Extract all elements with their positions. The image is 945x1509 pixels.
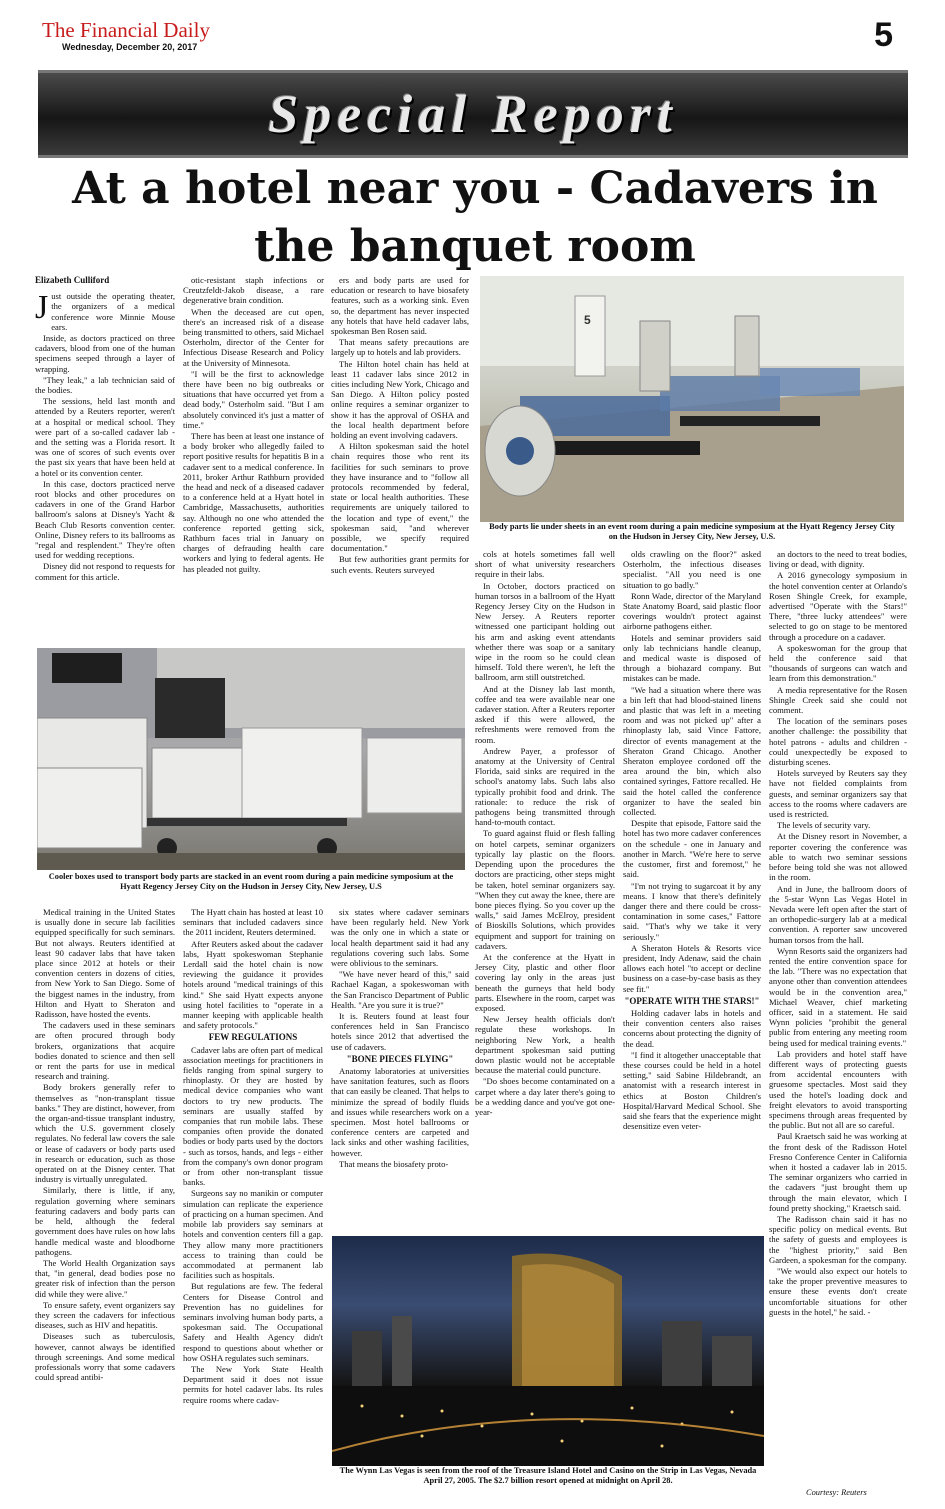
paragraph: The levels of security vary. <box>777 820 871 831</box>
photo-cooler-boxes <box>37 648 465 870</box>
paragraph: The New York State Health Department said it does not issue permits for hotel cadaver labs. Its rules require rooms where cadav- <box>183 1363 323 1405</box>
paragraph: Hotels surveyed by Reuters say they have not fielded complaints from guests, and seminar organizers say that access to the rooms where cadavers are used is restricted. <box>769 768 907 820</box>
paragraph: To guard against fluid or flesh falling on hotel carpets, seminar organizers typically lay plastic on the floors. Depending upon the procedures the doctors are practicing, other steps might be taken, hotel seminar organizers say. "When they cut away the knee, there are bone pieces flying. So you cover up the walls," said James McElroy, president of Bioskills Solutions, which provides equipment and support for training on cadavers. <box>475 828 615 951</box>
paragraph: "I find it altogether unacceptable that these courses could be held in a hotel setting," said Sabine Hildebrandt, an anatomist with a research interest in ethics at Boston Children's Hospital/Harvard Medical School. She said she fears that the experience might desensitize even veter- <box>623 1049 761 1132</box>
masthead: The Financial Daily <box>42 18 210 42</box>
paragraph: "They leak," a lab technician said of the bodies. <box>35 374 175 396</box>
photo-caption-2: Cooler boxes used to transport body parts are stacked in an event room during a pain medicine symposium at the Hyatt Regency Jersey City on the Hudson in Jersey City, New Jersey, U.S <box>40 872 462 892</box>
paragraph: A Sheraton Hotels & Resorts vice president, Indy Adenaw, said the chain allows each hotel "to accept or decline business on a case-by-case basis as they see fit." <box>623 942 761 994</box>
paragraph: Anatomy laboratories at universities have sanitation features, such as floors that can easily be cleaned. That helps to minimize the spread of bodily fluids and issues while researchers work on a specimen. Most hotel ballrooms or conference centers are carpeted and lack sinks and other washing facilities, however. <box>331 1066 469 1158</box>
photo-illustration <box>37 648 465 870</box>
paragraph: "I will be the first to acknowledge there have been no big outbreaks or situations that have occurred yet from a dead body," Osterholm said. "But I am absolutely convinced it's just a matter of time." <box>183 368 324 430</box>
paragraph: six states where cadaver seminars have been regularly held. New York was the only one in which a state or local health department said it had any regulations covering such labs. Some were oblivious to the seminars. <box>331 907 469 969</box>
paragraph: Disney did not respond to requests for comment for this article. <box>35 561 175 582</box>
article-column-1 <box>35 275 175 647</box>
svg-text:5: 5 <box>584 313 591 327</box>
column-text <box>623 549 761 994</box>
paragraph: The World Health Organization says that, "in general, dead bodies pose no greater risk of infection than the person did while they were alive." <box>35 1257 175 1299</box>
column-text <box>35 291 175 582</box>
paragraph: an doctors to the need to treat bodies, living or dead, with dignity. <box>769 549 907 570</box>
column-text <box>183 1045 323 1405</box>
paragraph: New Jersey health officials don't regulate these workshops. In neighboring New York, a health department spokesman said putting down plastic would not be acceptable because the material could puncture. <box>475 1014 615 1076</box>
drop-cap: J <box>35 289 49 327</box>
article-column-8 <box>183 907 323 1497</box>
paragraph: And at the Disney lab last month, coffee and tea were available near one cadaver station. After a Reuters reporter asked if this were allowed, the refreshments were removed from the room. <box>475 683 615 745</box>
paragraph: When the deceased are cut open, there's an increased risk of a disease being transmitted to others, said Michael Osterholm, director of the Center for Infectious Disease Research and Policy at the University of Minnesota. <box>183 306 324 368</box>
paragraph: Cadaver labs are often part of medical association meetings for practitioners in fields ranging from spinal surgery to rhinoplasty. Or they are hosted by medical device companies who want doctors to try new products. The seminars are usually staffed by companies that run mobile labs. These companies often provide the donated bodies or body parts used by the doctors - such as torsos, hands, and legs - either from the company's own donor program or from other non-transplant tissue banks. <box>183 1044 323 1188</box>
column-text <box>331 1066 469 1169</box>
article-column-4 <box>475 549 615 1149</box>
paragraph: The Radisson chain said it has no specific policy on medical events. But the safety of guests and employees is the "highest priority," said Ben Gardeen, a spokesman for the company. <box>769 1214 907 1265</box>
headline: At a hotel near you - Cadavers in the banquet room <box>72 163 878 272</box>
paragraph: "We had a situation where there was a bin left that had blood-stained linens and plastic that was left in a meeting room and was not picked up" after a rhinoplasty lab, said Vince Fattore, director of events management at the Sheraton Grand Chicago. Another Sheraton employee cordoned off the area around the bin, which also contained syringes, Fattore recalled. He said the hotel called the conference organizer to have the sealed bin collected. <box>623 684 761 818</box>
paragraph: Wynn Resorts said the organizers had rented the entire convention space for the lab. "There was no expectation that anyone other than convention attendees would be in the convention area," Michael Weaver, chief marketing officer, said in a statement. He said Wynn policies "prohibit the general public from entering any meeting room being used for medical training events." <box>769 945 907 1048</box>
photo-credit: Courtesy: Reuters <box>806 1488 867 1497</box>
article-column-7 <box>35 907 175 1497</box>
byline: Elizabeth Culliford <box>35 275 110 285</box>
paragraph: olds crawling on the floor?" asked Osterholm, the infectious diseases specialist. "All you need is one situation to go badly." <box>623 549 761 590</box>
photo-illustration <box>480 276 904 522</box>
paragraph: After Reuters asked about the cadaver labs, Hyatt spokeswoman Stephanie Lerdall said the hotel chain is now reviewing the guidance it provides hotels around "medical trainings of this kind." She said Hyatt expects anyone using hotel facilities to "operate in a manner keeping with applicable health and safety protocols." <box>183 938 323 1031</box>
paragraph: Lab providers and hotel staff have different ways of protecting guests from accidental encounters with gruesome spectacles. Most said they used the hotel's loading dock and freight elevators to avoid transporting specimens through areas frequented by the public. But not all are so careful. <box>769 1048 907 1131</box>
paragraph: Surgeons say no manikin or computer simulation can replicate the experience of practicing on a human specimen. And mobile lab providers say seminars at hotels and convention centers fill a gap. They allow many more practitioners access to training than could be accommodated at permanent lab facilities such as hospitals. <box>183 1188 323 1281</box>
paragraph: "We have never heard of this," said Rachael Kagan, a spokeswoman with the San Francisco Department of Public Health. "Are you sure it is true?" <box>331 969 469 1010</box>
paragraph: otic-resistant staph infections or Creutzfeldt-Jakob disease, a rare degenerative brain condition. <box>183 275 324 306</box>
paragraph: Diseases such as tuberculosis, however, cannot always be identified through screenings. And some medical professionals worry that some cadavers could spread antibi- <box>35 1331 175 1383</box>
paragraph: ers and body parts are used for education or research to have biosafety features, such as a working sink. Even so, the department has never inspected any hotels that have held cadaver labs, spokesman Ben Rosen said. <box>331 275 469 337</box>
paragraph: Inside, as doctors practiced on three cadavers, blood from one of the human specimens seeped through a layer of wrapping. <box>35 333 175 374</box>
banner-title: Special Report <box>268 84 678 144</box>
paragraph: At the conference at the Hyatt in Jersey City, plastic and other floor covering lay only in the areas just beneath the gurneys that held body parts. Elsewhere in the room, carpet was exposed. <box>475 951 615 1013</box>
paragraph: The Hilton hotel chain has held at least 11 cadaver labs since 2012 in cities including New York, Chicago and San Diego. A Hilton policy posted online requires a seminar organizer to show it has the approval of OSHA and the local health department before holding an event involving cadavers. <box>331 358 469 441</box>
issue-date: Wednesday, December 20, 2017 <box>62 42 198 52</box>
paragraph: "I'm not trying to sugarcoat it by any means. I know that there's definitely danger there and there could be cross-contamination in some cases," Fattore said. "That's why we take it very seriously." <box>623 880 761 942</box>
paragraph: Holding cadaver labs in hotels and their convention centers also raises concerns about protecting the dignity of the dead. <box>623 1007 761 1049</box>
subhead-operate-with-stars: "OPERATE WITH THE STARS!" <box>624 995 760 1006</box>
column-text <box>183 907 323 1030</box>
paragraph: Body brokers generally refer to themselves as "non-transplant tissue banks." They are distinct, however, from the organ-and-tissue transplant industry, which the U.S. government closely regulates. No federal law covers the sale or lease of cadavers or body parts used in research or education, such as those operated on at the Disney center. That industry is virtually unregulated. <box>35 1082 175 1185</box>
subhead-few-regulations: FEW REGULATIONS <box>208 1032 298 1043</box>
subhead-bone-pieces-flying: "BONE PIECES FLYING" <box>346 1053 454 1064</box>
article-column-5 <box>623 549 761 1199</box>
paragraph: Similarly, there is little, if any, regulation governing where seminars featuring cadavers and body parts can be held, although the federal government does have rules on how labs handle medical waste and bloodborne pathogens. <box>35 1185 175 1257</box>
paragraph: A media representative for the Rosen Shingle Creek said she could not comment. <box>769 684 907 716</box>
paragraph: And in June, the ballroom doors of the 5-star Wynn Las Vegas Hotel in Nevada were left open after the start of an orthopedic-surgery lab at a medical convention. A reporter saw uncovered human torsos from the hall. <box>769 883 907 945</box>
paragraph: A 2016 gynecology symposium in the hotel convention center at Orlando's Rosen Shingle Creek, for example, advertised "Operate with the Stars!" There, "three lucky attendees" were selected to go on stage to be mentored through a procedure on a cadaver. <box>769 570 907 642</box>
paragraph: That means safety precautions are largely up to hotels and lab providers. <box>331 337 469 358</box>
paragraph: A Hilton spokesman said the hotel chain requires those who rent its facilities for such seminars to prove they have insurance and to "follow all protocols recommended by federal, state or local health authorities. These requirements are uniquely tailored to the location and type of event," the spokesman said, "and wherever possible, we specify required documentation." <box>331 441 469 554</box>
photo-wynn-las-vegas <box>332 1236 764 1466</box>
paragraph: There has been at least one instance of a body broker who allegedly failed to report positive results for hepatitis B in a cadaver sent to a medical conference. In 2011, broker Arthur Rathburn provided the head and neck of a diseased cadaver to a conference held at a Hyatt hotel in Cambridge, Massachusetts, authorities say. Although no one who attended the conference reported getting sick, Rathburn faces trial in January on charges of defrauding health care workers and lying to federal agents. He has pleaded not guilty. <box>183 431 324 574</box>
paragraph: To ensure safety, event organizers say they screen the cadavers for infectious diseases, such as HIV and hepatitis. <box>35 1299 175 1331</box>
article-column-6 <box>769 549 907 1489</box>
special-report-banner <box>38 70 908 158</box>
article-column-9 <box>331 907 469 1232</box>
photo-body-parts-under-sheets <box>480 276 904 522</box>
paragraph: It is. Reuters found at least four conferences held in San Francisco hotels since 2012 that advertised the use of cadavers. <box>331 1011 469 1052</box>
paragraph: A spokeswoman for the group that held the conference said that "thousands of surgeons can watch and learn from this demonstration." <box>769 642 907 684</box>
paragraph: "Do shoes become contaminated on a carpet where a day later there's going to be a wedding dance and you've got one-year- <box>475 1076 615 1117</box>
paragraph: That means the biosafety proto- <box>339 1158 449 1169</box>
paragraph: At the Disney resort in November, a reporter covering the conference was able to watch two seminar sessions before being told she was not allowed in the room. <box>769 831 907 883</box>
column-text <box>331 907 469 1052</box>
paragraph: But regulations are few. The federal Centers for Disease Control and Prevention has no guidelines for seminars involving human body parts, a spokesman said. The Occupational Safety and Health Agency didn't respond to questions about whether or how OSHA regulates such seminars. <box>183 1281 323 1363</box>
paragraph: ust outside the operating theater, the organizers of a medical conference wore Minnie Mouse ears. <box>51 291 175 332</box>
paragraph: Hotels and seminar providers said only lab technicians handle cleanup, and medical waste is disposed of through a biohazard company. But mistakes can be made. <box>623 632 761 684</box>
article-column-3 <box>331 275 469 647</box>
paragraph: The cadavers used in these seminars are often procured through body brokers, organizations that acquire bodies donated to science and then sell or rent the parts for use in medical research and training. <box>35 1020 175 1082</box>
paragraph: The sessions, held last month and attended by a Reuters reporter, weren't at a hospital or medical school. They were part of a so-called cadaver lab - and the setting was a Florida resort. It was one of scores of such events over the past six years that have been held at a hotel or its convention center. <box>35 396 175 478</box>
paragraph: But few authorities grant permits for such events. Reuters surveyed <box>331 554 469 575</box>
paragraph: The location of the seminars poses another challenge: the possibility that hotel patrons - adults and children - could unexpectedly be exposed to disturbing scenes. <box>769 716 907 768</box>
photo-caption-1: Body parts lie under sheets in an event room during a pain medicine symposium at the Hyatt Regency Jersey City on the Hudson in Jersey City, New Jersey, U.S. <box>486 522 898 542</box>
paragraph: "We would also expect our hotels to take the proper preventive measures to ensure these events don't create uncomfortable situations for other guests in the hotel," he said. - <box>769 1266 907 1317</box>
paragraph: Medical training in the United States is usually done in secure lab facilities equipped specifically for such seminars. But not always. Reuters identified at least 90 cadaver labs that have taken place since 2012 at hotels or their convention centers in dozens of cities, from New York to San Diego. Some of the biggest names in the industry, from Hilton and Hyatt to Sheraton and Radisson, have hosted the events. <box>35 907 175 1020</box>
paragraph: Despite that episode, Fattore said the hotel has two more cadaver conferences on the schedule - one in January and another in March. "We're here to serve the customer, first and foremost," he said. <box>623 818 761 880</box>
article-column-2 <box>183 275 324 647</box>
paragraph: The Hyatt chain has hosted at least 10 seminars that included cadavers since the 2011 incident, Reuters determined. <box>183 907 323 938</box>
paragraph: cols at hotels sometimes fall well short of what university researchers require in their labs. <box>475 549 615 580</box>
paragraph: Andrew Payer, a professor of anatomy at the University of Central Florida, said sinks are required in the school's anatomy labs. Such labs also typically prohibit food and drink. The rationale: to reduce the risk of pathogens being transmitted through hand-to-mouth contact. <box>475 745 615 828</box>
paragraph: In October, doctors practiced on human torsos in a ballroom of the Hyatt Regency Jersey City on the Hudson in New Jersey. A Reuters reporter witnessed one participant holding out his arm and asking event attendants whether there was soap or a sanitary wipe in the room so he could clean himself. Told there weren't, he left the ballroom, arm still outstretched. <box>475 580 615 683</box>
page-number: 5 <box>874 16 893 54</box>
paragraph: In this case, doctors practiced nerve root blocks and other procedures on cadavers in one of the Grand Harbor ballroom's salons at Disney's Yacht & Beach Club Resorts convention center. Online, Disney refers to its ballrooms as "regal and resplendent." They're often used for wedding receptions. <box>35 478 175 561</box>
photo-illustration <box>332 1236 764 1466</box>
photo-caption-3: The Wynn Las Vegas is seen from the roof of the Treasure Island Hotel and Casino on the Strip in Las Vegas, Nevada April 27, 2005. The $2.7 billion resort opened at midnight on April 28. <box>336 1466 760 1486</box>
paragraph: Paul Kraetsch said he was working at the front desk of the Radisson Hotel Fresno Conference Center in California when it hosted a cadaver lab in 2015. The seminar organizers who carried in the cadavers "just brought them up through the main elevator, which I found pretty shocking," Kraetsch said. <box>769 1131 907 1213</box>
paragraph: Ronn Wade, director of the Maryland State Anatomy Board, said plastic floor coverings wouldn't protect against airborne pathogens either. <box>623 590 761 632</box>
column-text <box>623 1008 761 1131</box>
